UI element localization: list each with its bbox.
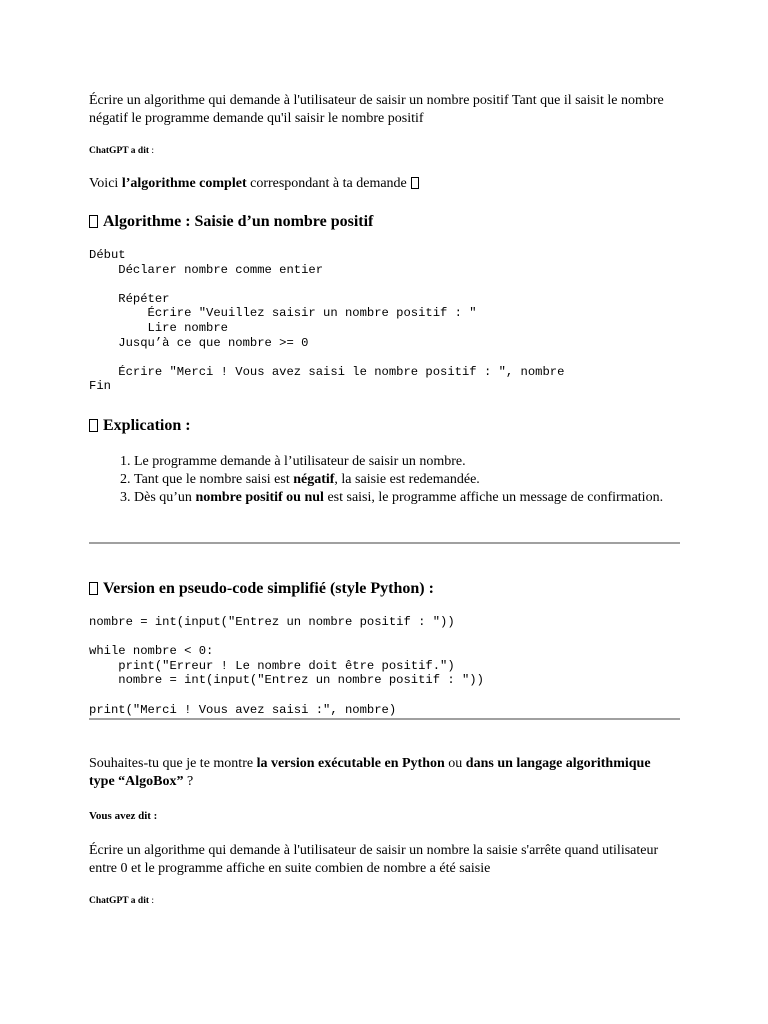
emoji-placeholder-icon	[89, 215, 98, 228]
list-item-1-text: Le programme demande à l’utilisateur de saisir un nombre.	[134, 454, 466, 469]
python-code-block: nombre = int(input("Entrez un nombre positif : ")) while nombre < 0: print("Erreur ! Le nombre doit être positif.") nombre = int(input("Entrez un nombre positif : ")) print("Merci ! Vous avez saisi :", nombre)	[89, 615, 484, 717]
chatgpt-label-1	[89, 145, 154, 157]
heading-python	[89, 579, 434, 599]
emoji-placeholder-icon	[411, 177, 419, 189]
question-pre: Souhaites-tu que je te montre	[89, 756, 257, 771]
user-prompt-2: Écrire un algorithme qui demande à l'utilisateur de saisir un nombre la saisie s'arrête quand utilisateur entre 0 et le programme affiche en suite combien de nombre a été saisie	[89, 843, 659, 876]
horizontal-divider	[89, 718, 680, 720]
followup-question	[89, 755, 669, 791]
question-mid: ou	[444, 756, 466, 771]
vous-avez-dit-label: Vous avez dit :	[89, 810, 158, 822]
emoji-placeholder-icon	[89, 582, 98, 595]
intro-bold: l’algorithme complet	[121, 176, 247, 191]
horizontal-divider	[89, 542, 680, 544]
chatgpt-label-2	[89, 895, 154, 907]
heading-algorithme-text: Algorithme : Saisie d’un nombre positif	[103, 213, 374, 230]
algorithm-code-block: Début Déclarer nombre comme entier Répéter Écrire "Veuillez saisir un nombre positif : " Lire nombre Jusqu’à ce que nombre >= 0 Écrire "Merci ! Vous avez saisi le nombre positif : ", nombre Fin	[89, 248, 565, 394]
heading-explication	[89, 416, 191, 436]
chatgpt-label-2-colon: :	[149, 896, 155, 906]
list-item-2-post: , la saisie est redemandée.	[334, 472, 480, 487]
list-item-3-pre: Dès qu’un	[134, 490, 196, 505]
list-item	[134, 453, 679, 471]
chatgpt-label-1-text: ChatGPT a dit	[89, 146, 150, 156]
heading-algorithme	[89, 212, 373, 232]
intro-paragraph	[89, 175, 669, 193]
user-prompt-1: Écrire un algorithme qui demande à l'utilisateur de saisir un nombre positif Tant que il saisit le nombre négatif le programme demande qu'il saisir le nombre positif	[89, 93, 664, 126]
emoji-placeholder-icon	[89, 419, 98, 432]
intro-post: correspondant à ta demande	[246, 176, 407, 191]
question-bold-python: la version exécutable en Python	[256, 756, 445, 771]
heading-python-text: Version en pseudo-code simplifié (style Python) :	[103, 580, 434, 597]
list-item-3-post: est saisi, le programme affiche un message de confirmation.	[323, 490, 664, 505]
list-item	[134, 471, 679, 489]
list-item-3-bold: nombre positif ou nul	[195, 490, 324, 505]
explication-list	[89, 453, 679, 507]
chatgpt-label-1-colon: :	[149, 146, 155, 156]
chatgpt-label-2-text: ChatGPT a dit	[89, 896, 150, 906]
heading-explication-text: Explication :	[103, 417, 191, 434]
question-bold-algobox: dans un langage algorithmique type “AlgoBox”	[89, 756, 651, 789]
intro-pre: Voici	[89, 176, 122, 191]
list-item	[134, 489, 679, 507]
list-item-2-pre: Tant que le nombre saisi est	[134, 472, 294, 487]
question-post: ?	[183, 774, 194, 789]
list-item-2-bold: négatif	[293, 472, 335, 487]
